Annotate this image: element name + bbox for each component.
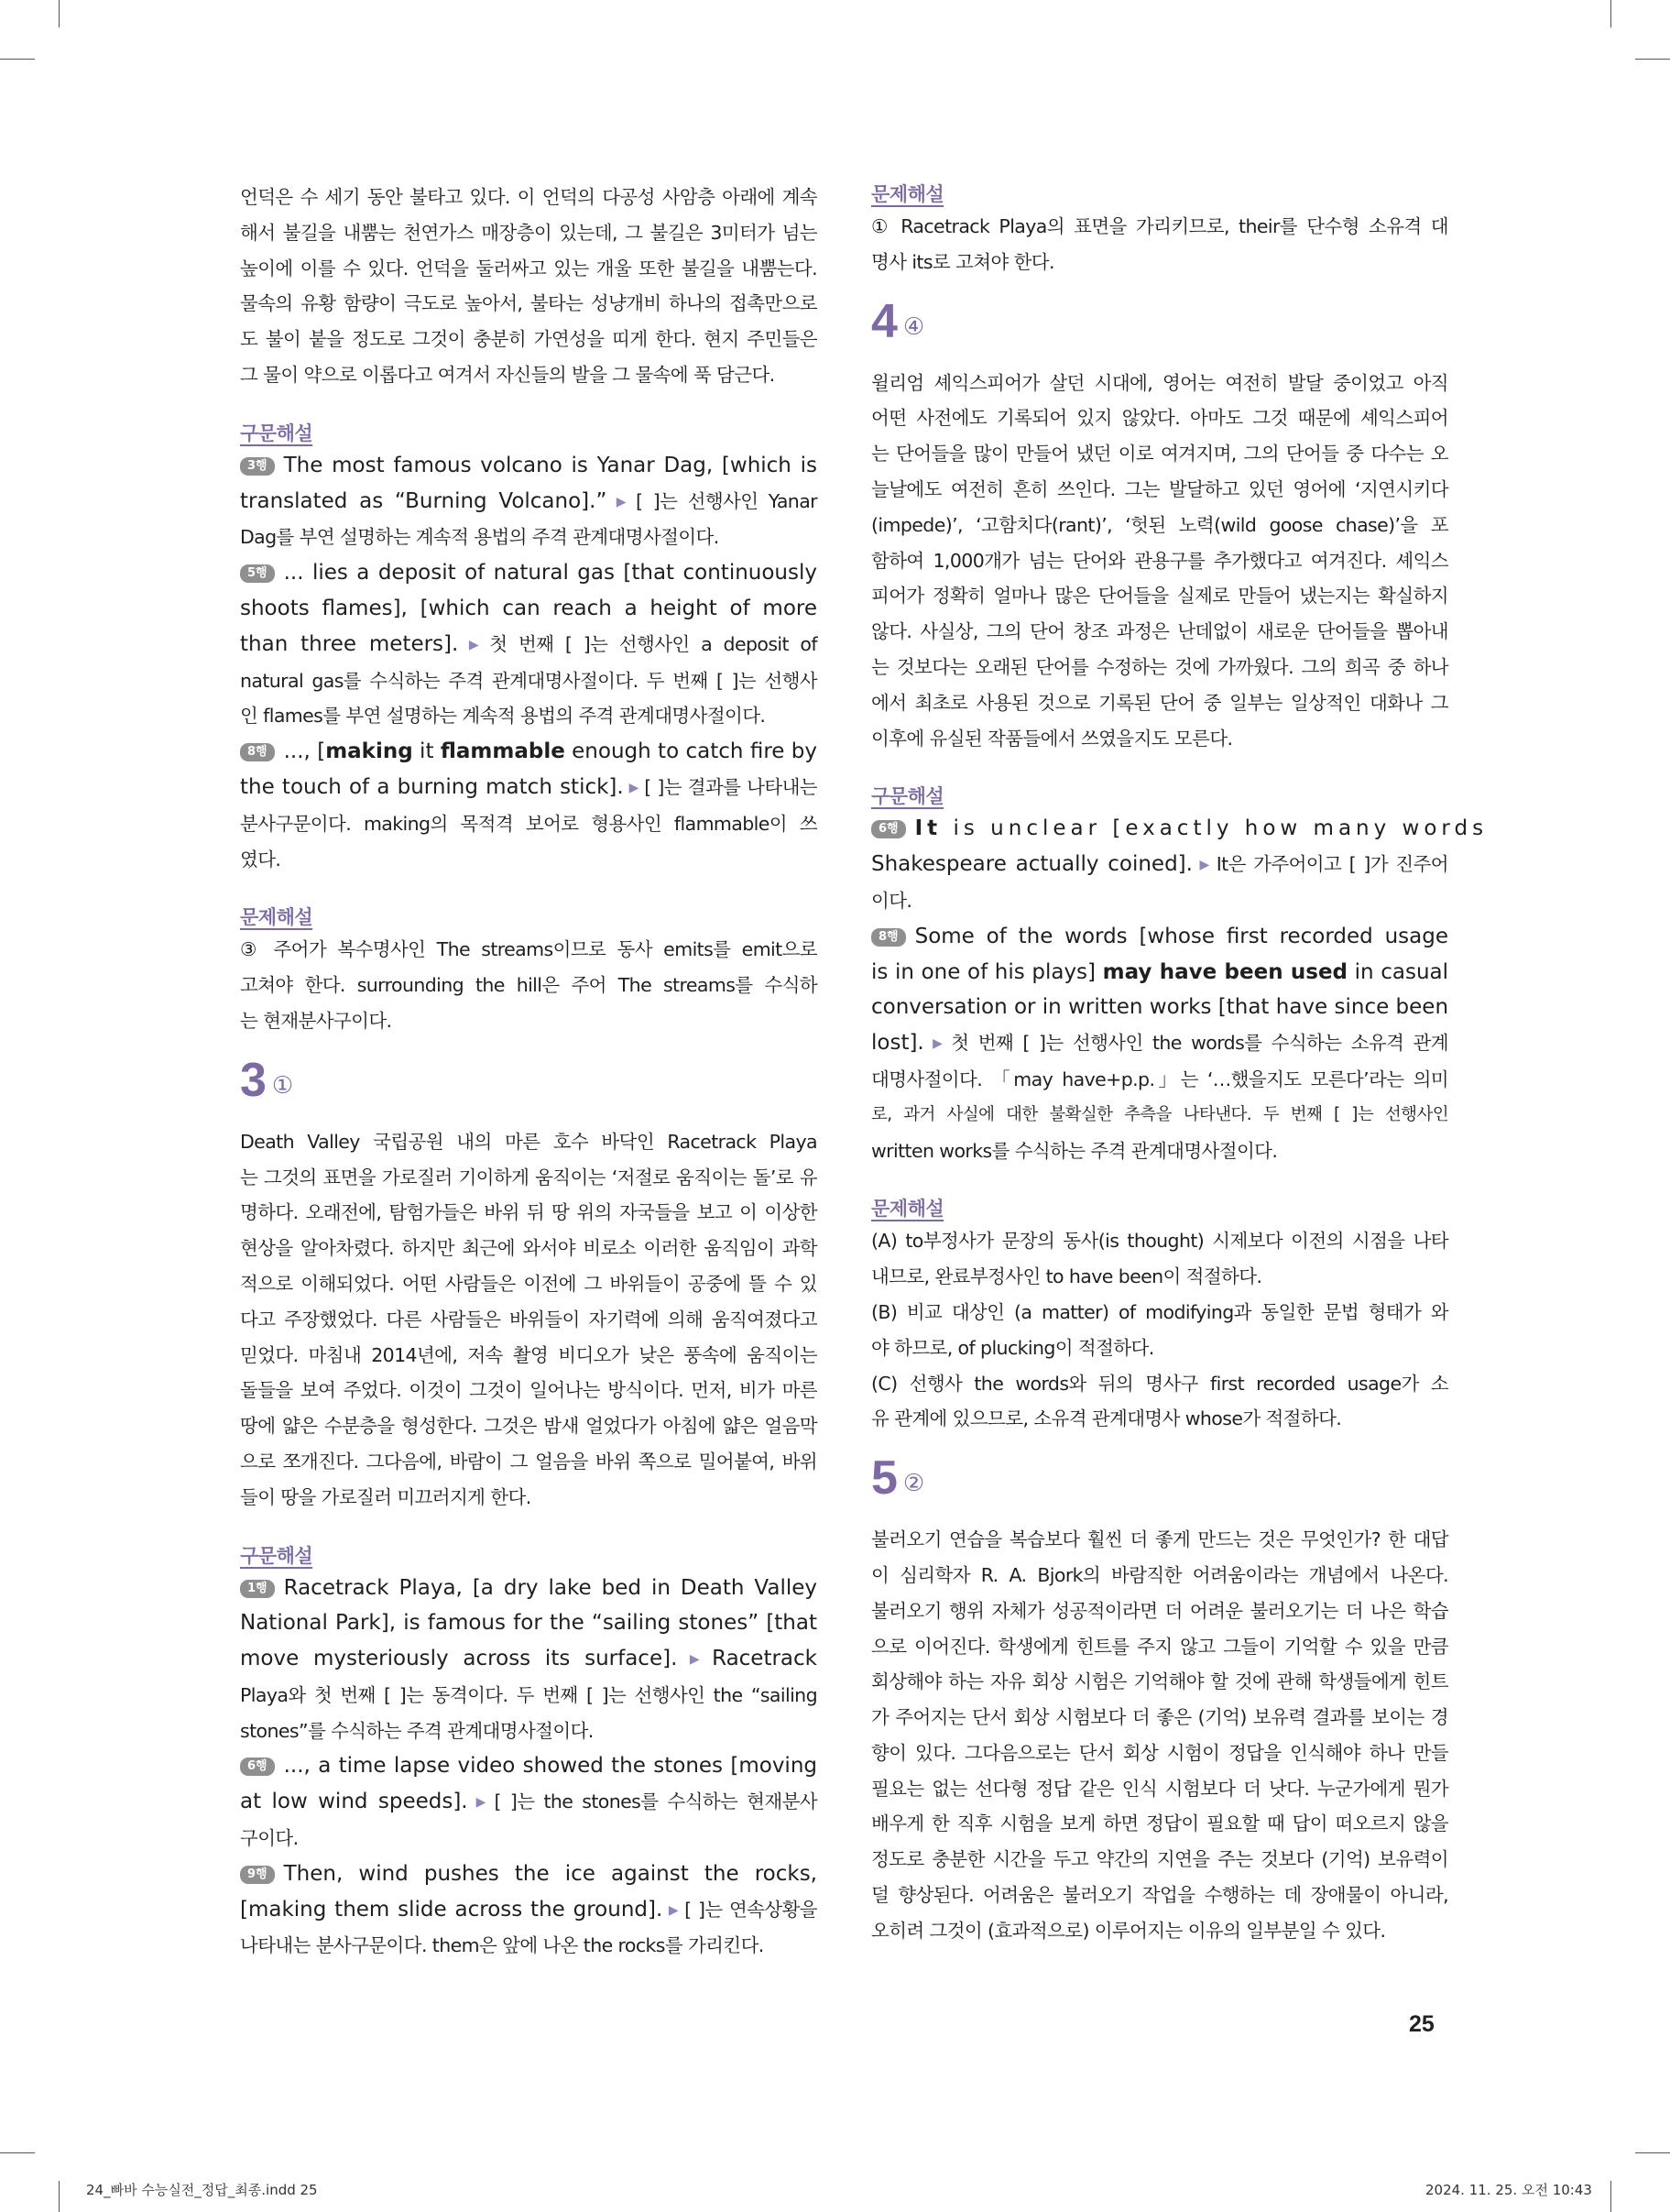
text-line: 돌들을 보여 주었다. 이것이 그것이 일어나는 방식이다. 먼저, 비가 마른 [240,1379,817,1402]
grammar-line: written works를 수식하는 주격 관계대명사절이다. [871,1139,1278,1162]
grammar-explanations [240,1571,817,1965]
text-line: (B) 비교 대상인 (a matter) of modifying과 동일한 문법 형태가 와 [871,1300,1448,1323]
text-line: 물속의 유황 함량이 극도로 높아서, 불타는 성냥개비 하나의 접촉만으로 [240,292,817,315]
grammar-line: lost]. ▶ 첫 번째 [ ]는 선행사인 the words를 수식하는 소유격 관계 [871,1031,1448,1056]
line-badge: 6행 [871,820,906,838]
grammar-line: 9행 Then, wind pushes the ice against the rocks, [240,1856,817,1892]
text-line: 는 것보다는 오래된 단어를 수정하는 것에 가까웠다. 그의 희곡 중 하나 [871,655,1448,678]
section-title-grammar: 구문해설 [240,422,313,444]
text-line: 다고 주장했었다. 다른 사람들은 바위들이 자기력에 의해 움직여졌다고 [240,1308,817,1330]
translation-q4 [871,366,1448,757]
text-line: 불러오기 행위 자체가 성공적이라면 더 어려운 불러오기는 더 나은 학습 [871,1599,1448,1622]
section-title-problem: 문제해설 [871,1198,944,1221]
grammar-line: [making them slide across the ground]. ▶ [ ]는 연속상황을 [240,1897,817,1922]
question-header [871,1450,1448,1515]
text-line: 피어가 정확히 얼마나 많은 단어들을 실제로 만들어 냈는지는 확실하지 [871,585,1448,608]
grammar-line: 이다. [871,889,912,912]
text-line: 가 주어지는 단서 회상 시험보다 더 좋은 (기억) 보유력 결과를 보이는 경 [871,1706,1448,1729]
grammar-line: move mysteriously across its surface]. ▶ Racetrack [240,1647,817,1671]
text-line: Death Valley 국립공원 내의 마른 호수 바닥인 Racetrack Playa [240,1130,817,1153]
text-line: 현상을 알아차렸다. 하지만 최근에 와서야 비로소 이러한 움직임이 과학 [240,1237,817,1260]
text-line: 땅에 얇은 수분층을 형성한다. 그것은 밤새 얼었다가 아침에 얇은 얼음막 [240,1415,817,1438]
grammar-line: 대명사절이다. 「may have+p.p.」는 ‘…했을지도 모른다’라는 의미 [871,1068,1448,1090]
text-line: 명사 its로 고쳐야 한다. [871,250,1054,273]
grammar-line: 8행 Some of the words [whose first recorded usage [871,919,1448,955]
grammar-line: 3행 The most famous volcano is Yanar Dag, [which is [240,448,817,484]
grammar-line: 1행 Racetrack Playa, [a dry lake bed in Death Valley [240,1571,817,1606]
text-line: 정도로 충분한 시간을 두고 약간의 지연을 주는 것보다 (기억) 보유력이 [871,1848,1448,1871]
grammar-line: natural gas를 수식하는 주격 관계대명사절이다. 두 번째 [ ]는 선행사 [240,669,817,692]
text-line: 는 현재분사구이다. [240,1009,392,1032]
text-line: 덜 향상된다. 어려움은 불러오기 작업을 수행하는 데 장애물이 아니라, [871,1884,1448,1907]
grammar-line: shoots flames], [which can reach a height of more [240,596,817,620]
crop-mark [1610,2181,1611,2212]
grammar-line: Dag를 부연 설명하는 계속적 용법의 주격 관계대명사절이다. [240,526,719,549]
text-line: (A) to부정사가 문장의 동사(is thought) 시제보다 이전의 시점을 나타 [871,1230,1448,1253]
translation-q5 [871,1522,1448,1949]
crop-mark [1610,0,1611,27]
triangle-right-icon: ▶ [928,1036,947,1052]
text-line: 필요는 없는 선다형 정답 같은 인식 시험보다 더 낫다. 누군가에게 뭔가 [871,1777,1448,1800]
question-number: 4 [871,294,898,348]
text-line: 으로 이어진다. 학생에게 힌트를 주지 않고 그들이 기억할 수 있을 만큼 [871,1635,1448,1658]
line-badge: 8행 [240,743,275,761]
grammar-line: 로, 과거 사실에 대한 불확실한 추측을 나타낸다. 두 번째 [ ]는 선행사인 [871,1104,1448,1124]
text-line: 내므로, 완료부정사인 to have been이 적절하다. [871,1265,1262,1288]
crop-mark [0,2152,35,2153]
crop-mark [0,59,35,60]
text-line: 으로 쪼개진다. 그다음에, 바람이 그 얼음을 바위 쪽으로 밀어붙여, 바위 [240,1450,817,1473]
grammar-line: Shakespeare actually coined]. ▶ It은 가주어이고 [ ]가 진주어 [871,852,1448,877]
text-line: 배우게 한 직후 시험을 보게 하면 정답이 필요할 때 답이 떠오르지 않을 [871,1812,1448,1835]
text-line: 불러오기 연습을 복습보다 훨씬 더 좋게 만드는 것은 무엇인가? 한 대답 [871,1528,1448,1551]
text-line: 이 심리학자 R. A. Bjork의 바람직한 어려움이라는 개념에서 나온다. [871,1563,1448,1586]
translation-q3 [240,1124,817,1516]
grammar-line: 6행 It is unclear [exactly how many words [871,811,1448,847]
grammar-explanations [240,448,817,878]
line-badge: 1행 [240,1580,275,1598]
line-badge: 8행 [871,928,906,947]
crop-mark [59,0,60,27]
text-line: ③ 주어가 복수명사인 The streams이므로 동사 emits를 emit으로 [240,938,817,961]
grammar-line: Playa와 첫 번째 [ ]는 동격이다. 두 번째 [ ]는 선행사인 the “sailing [240,1683,817,1706]
text-line: 높이에 이를 수 있다. 언덕을 둘러싸고 있는 개울 또한 불길을 내뿜는다. [240,257,817,279]
text-line: 오히려 그것이 (효과적으로) 이루어지는 이유의 일부분일 수 있다. [871,1919,1386,1942]
text-line: 명하다. 오래전에, 탐험가들은 바위 뒤 땅 위의 자국들을 보고 이 이상한 [240,1201,817,1224]
text-line: 어떤 사전에도 기록되어 있지 않았다. 아마도 그것 때문에 셰익스피어 [871,407,1448,430]
grammar-line: 구이다. [240,1827,299,1850]
text-line: 함하여 1,000개가 넘는 단어와 관용구를 추가했다고 여겨진다. 셰익스 [871,549,1448,572]
line-badge: 5행 [240,564,275,583]
grammar-explanations [871,811,1489,1168]
problem-explanation [871,1223,1448,1437]
text-line: 않다. 사실상, 그의 단어 창조 과정은 난데없이 새로운 단어들을 뽑아내 [871,620,1448,643]
grammar-line: 5행 ... lies a deposit of natural gas [that continuously [240,555,817,591]
text-line: 는 그것의 표면을 가로질러 기이하게 움직이는 ‘저절로 움직이는 돌’로 유 [240,1166,817,1188]
question-number: 3 [240,1053,267,1107]
grammar-line: 8행 ..., [making it flammable enough to catch fire by [240,734,817,770]
text-line: 고쳐야 한다. surrounding the hill은 주어 The streams를 수식하 [240,974,817,997]
question-number: 5 [871,1451,898,1506]
grammar-line: is in one of his plays] may have been used in casual [871,959,1449,984]
line-badge: 3행 [240,457,275,476]
answer-choice: ④ [902,312,925,341]
triangle-right-icon: ▶ [472,1795,490,1811]
page-number: 25 [1409,2011,1435,2037]
section-title-grammar: 구문해설 [871,785,944,808]
text-line: 향이 있다. 그다음으로는 단서 회상 시험이 정답을 인식해야 하나 만들 [871,1741,1448,1764]
text-line: 야 하므로, of plucking이 적절하다. [871,1336,1154,1359]
footer-date: 2024. 11. 25. 오전 10:43 [1425,2182,1592,2198]
grammar-line: at low wind speeds]. ▶ [ ]는 the stones를 수식하는 현재분사 [240,1790,817,1814]
section-title-problem: 문제해설 [240,906,313,929]
text-line: 늘날에도 여전히 흔히 쓰인다. 그는 발달하고 있던 영어에 ‘지연시키다 [871,477,1448,500]
text-line: (impede)’, ‘고함치다(rant)’, ‘헛된 노력(wild goose chase)’을 포 [871,513,1448,536]
grammar-line: conversation or in written works [that have since been [871,995,1449,1020]
text-line: 언덕은 수 세기 동안 불타고 있다. 이 언덕의 다공성 사암층 아래에 계속 [240,186,817,208]
crop-mark [1635,59,1670,60]
text-line: 해서 불길을 내뿜는 천연가스 매장층이 있는데, 그 불길은 3미터가 넘는 [240,221,817,244]
grammar-line: 인 flames를 부연 설명하는 계속적 용법의 주격 관계대명사절이다. [240,705,766,728]
answer-choice: ① [271,1071,294,1100]
question-header [871,293,1448,358]
translation-intro [240,180,817,393]
text-line: 그 물이 약으로 이롭다고 여겨서 자신들의 발을 그 물속에 푹 담근다. [240,363,775,386]
text-line: 윌리엄 셰익스피어가 살던 시대에, 영어는 여전히 발달 중이었고 아직 [871,371,1448,394]
section-title-problem: 문제해설 [871,183,944,205]
problem-explanation [871,209,1448,280]
triangle-right-icon: ▶ [611,494,631,509]
line-badge: 9행 [240,1866,275,1884]
grammar-line: 였다. [240,848,281,871]
text-line: 들이 땅을 가로질러 미끄러지게 한다. [240,1485,531,1508]
question-header [240,1052,817,1117]
grammar-line: 분사구문이다. making의 목적격 보어로 형용사인 flammable이 쓰 [240,812,817,835]
section-title-grammar: 구문해설 [240,1544,313,1567]
text-line: 이후에 유실된 작품들에서 쓰였을지도 모른다. [871,727,1233,750]
grammar-line: than three meters]. ▶ 첫 번째 [ ]는 선행사인 a deposit of [240,631,817,656]
triangle-right-icon: ▶ [463,637,486,652]
grammar-line: translated as “Burning Volcano].” ▶ [ ]는 선행사인 Yanar [240,488,817,513]
left-column [240,180,817,1964]
triangle-right-icon: ▶ [1196,858,1212,873]
grammar-line: the touch of a burning match stick]. ▶ [ ]는 결과를 나타내는 [240,774,817,799]
text-line: 적으로 이해되었다. 어떤 사람들은 이전에 그 바위들이 공중에 뜰 수 있 [240,1272,817,1295]
grammar-line: National Park], is famous for the “sailing stones” [that [240,1611,817,1636]
answer-choice: ② [902,1470,925,1498]
text-line: ① Racetrack Playa의 표면을 가리키므로, their를 단수형 소유격 대 [871,215,1448,237]
grammar-line: 나타내는 분사구문이다. them은 앞에 나온 the rocks를 가리킨다. [240,1934,764,1957]
triangle-right-icon: ▶ [628,780,640,795]
triangle-right-icon: ▶ [682,1652,708,1668]
text-line: 도 불이 붙을 정도로 그것이 충분히 가연성을 띠게 한다. 현지 주민들은 [240,328,817,351]
text-line: (C) 선행사 the words와 뒤의 명사구 first recorded usage가 소 [871,1372,1448,1395]
problem-explanation [240,932,817,1038]
triangle-right-icon: ▶ [667,1902,681,1918]
text-line: 유 관계에 있으므로, 소유격 관계대명사 whose가 적절하다. [871,1407,1342,1430]
crop-mark [1635,2152,1670,2153]
text-line: 회상해야 하는 자유 회상 시험은 기억해야 할 것에 관해 학생들에게 힌트 [871,1670,1448,1693]
grammar-line: 6행 ..., a time lapse video showed the stones [moving [240,1748,817,1784]
crop-mark [59,2181,60,2212]
right-column [871,180,1489,1949]
text-line: 에서 최초로 사용된 것으로 기록된 단어 중 일부는 일상적인 대화나 그 [871,691,1448,714]
line-badge: 6행 [240,1758,275,1776]
text-line: 믿었다. 마침내 2014년에, 저속 촬영 비디오가 낮은 풍속에 움직이는 [240,1343,817,1366]
text-line: 는 단어들을 많이 만들어 냈던 이로 여겨지며, 그의 단어들 중 다수는 오 [871,443,1448,465]
footer-file-name: 24_빠바 수능실전_정답_최종.indd 25 [86,2182,318,2198]
grammar-line: stones”를 수식하는 주격 관계대명사절이다. [240,1719,594,1742]
